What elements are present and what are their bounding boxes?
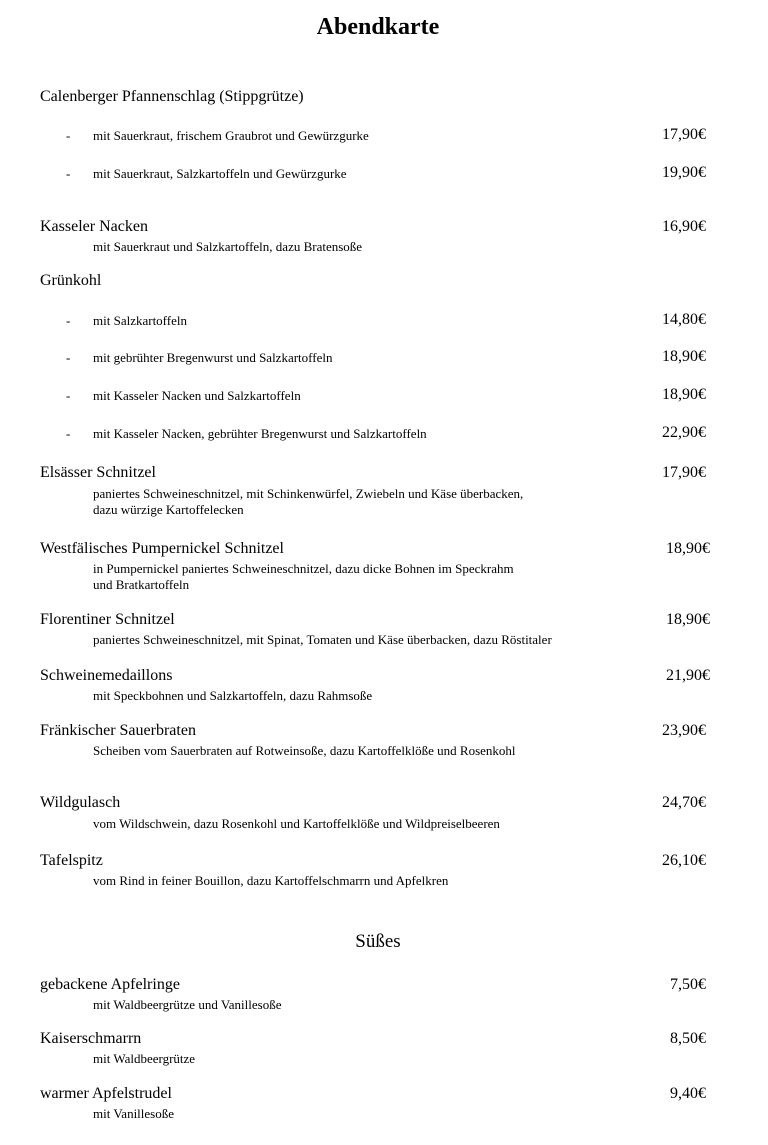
variant-price: 18,90€ xyxy=(662,386,706,403)
dish-desc: vom Rind in feiner Bouillon, dazu Kartoffelschmarrn und Apfelkren xyxy=(93,873,449,888)
dish-price: 17,90€ xyxy=(662,464,706,481)
dish-price: 18,90€ xyxy=(666,611,710,628)
dish-desc-line: paniertes Schweineschnitzel, mit Schinkenwürfel, Zwiebeln und Käse überbacken, xyxy=(93,486,524,501)
variant-dash: - xyxy=(66,350,71,365)
dessert-desc: mit Waldbeergrütze und Vanillesoße xyxy=(93,997,282,1012)
variant-dash: - xyxy=(66,128,71,143)
variant-price: 14,80€ xyxy=(662,311,706,328)
variant-price: 18,90€ xyxy=(662,348,706,365)
dish-name: Wildgulasch xyxy=(40,794,121,811)
dish-name: Kasseler Nacken xyxy=(40,218,148,235)
section-title: Süßes xyxy=(355,931,401,952)
dish-name: Tafelspitz xyxy=(40,852,103,869)
variant-desc: mit Salzkartoffeln xyxy=(93,313,187,328)
dessert-price: 9,40€ xyxy=(670,1085,706,1102)
dish-desc: Scheiben vom Sauerbraten auf Rotweinsoße, dazu Kartoffelklöße und Rosenkohl xyxy=(93,743,516,758)
variant-price: 19,90€ xyxy=(662,164,706,181)
dish-name: Schweinemedaillons xyxy=(40,667,173,684)
dish-name: Fränkischer Sauerbraten xyxy=(40,722,196,739)
dish-price: 24,70€ xyxy=(662,794,706,811)
variant-desc: mit Sauerkraut, frischem Graubrot und Gewürzgurke xyxy=(93,128,369,143)
variant-desc: mit gebrühter Bregenwurst und Salzkartoffeln xyxy=(93,350,333,365)
variant-dash: - xyxy=(66,166,71,181)
dish-desc: paniertes Schweineschnitzel, mit Spinat, Tomaten und Käse überbacken, dazu Röstitaler xyxy=(93,632,552,647)
dish-name: Grünkohl xyxy=(40,272,102,289)
dish-price: 16,90€ xyxy=(662,218,706,235)
dessert-name: gebackene Apfelringe xyxy=(40,976,180,993)
dish-name: Florentiner Schnitzel xyxy=(40,611,175,628)
variant-dash: - xyxy=(66,426,71,441)
variant-desc: mit Sauerkraut, Salzkartoffeln und Gewürzgurke xyxy=(93,166,347,181)
dessert-name: Kaiserschmarrn xyxy=(40,1030,142,1047)
dish-desc: mit Sauerkraut und Salzkartoffeln, dazu Bratensoße xyxy=(93,239,363,254)
dish-price: 23,90€ xyxy=(662,722,706,739)
dish-desc-line: dazu würzige Kartoffelecken xyxy=(93,502,244,517)
dish-desc-line: und Bratkartoffeln xyxy=(93,577,190,592)
variant-dash: - xyxy=(66,313,71,328)
dish-name: Calenberger Pfannenschlag (Stippgrütze) xyxy=(40,88,304,105)
dish-price: 21,90€ xyxy=(666,667,710,684)
dish-desc: mit Speckbohnen und Salzkartoffeln, dazu Rahmsoße xyxy=(93,688,373,703)
dish-desc-line: in Pumpernickel paniertes Schweineschnitzel, dazu dicke Bohnen im Speckrahm xyxy=(93,561,514,576)
variant-dash: - xyxy=(66,388,71,403)
dessert-desc: mit Waldbeergrütze xyxy=(93,1051,196,1066)
variant-desc: mit Kasseler Nacken und Salzkartoffeln xyxy=(93,388,301,403)
variant-desc: mit Kasseler Nacken, gebrühter Bregenwurst und Salzkartoffeln xyxy=(93,426,427,441)
dish-name: Westfälisches Pumpernickel Schnitzel xyxy=(40,540,284,557)
variant-price: 22,90€ xyxy=(662,424,706,441)
dessert-price: 8,50€ xyxy=(670,1030,706,1047)
dish-price: 26,10€ xyxy=(662,852,706,869)
dessert-price: 7,50€ xyxy=(670,976,706,993)
dish-price: 18,90€ xyxy=(666,540,710,557)
dessert-name: warmer Apfelstrudel xyxy=(40,1085,172,1102)
dessert-desc: mit Vanillesoße xyxy=(93,1106,175,1121)
dish-desc: vom Wildschwein, dazu Rosenkohl und Kartoffelklöße und Wildpreiselbeeren xyxy=(93,816,500,831)
variant-price: 17,90€ xyxy=(662,126,706,143)
page-title: Abendkarte xyxy=(316,14,440,40)
dish-name: Elsässer Schnitzel xyxy=(40,464,156,481)
